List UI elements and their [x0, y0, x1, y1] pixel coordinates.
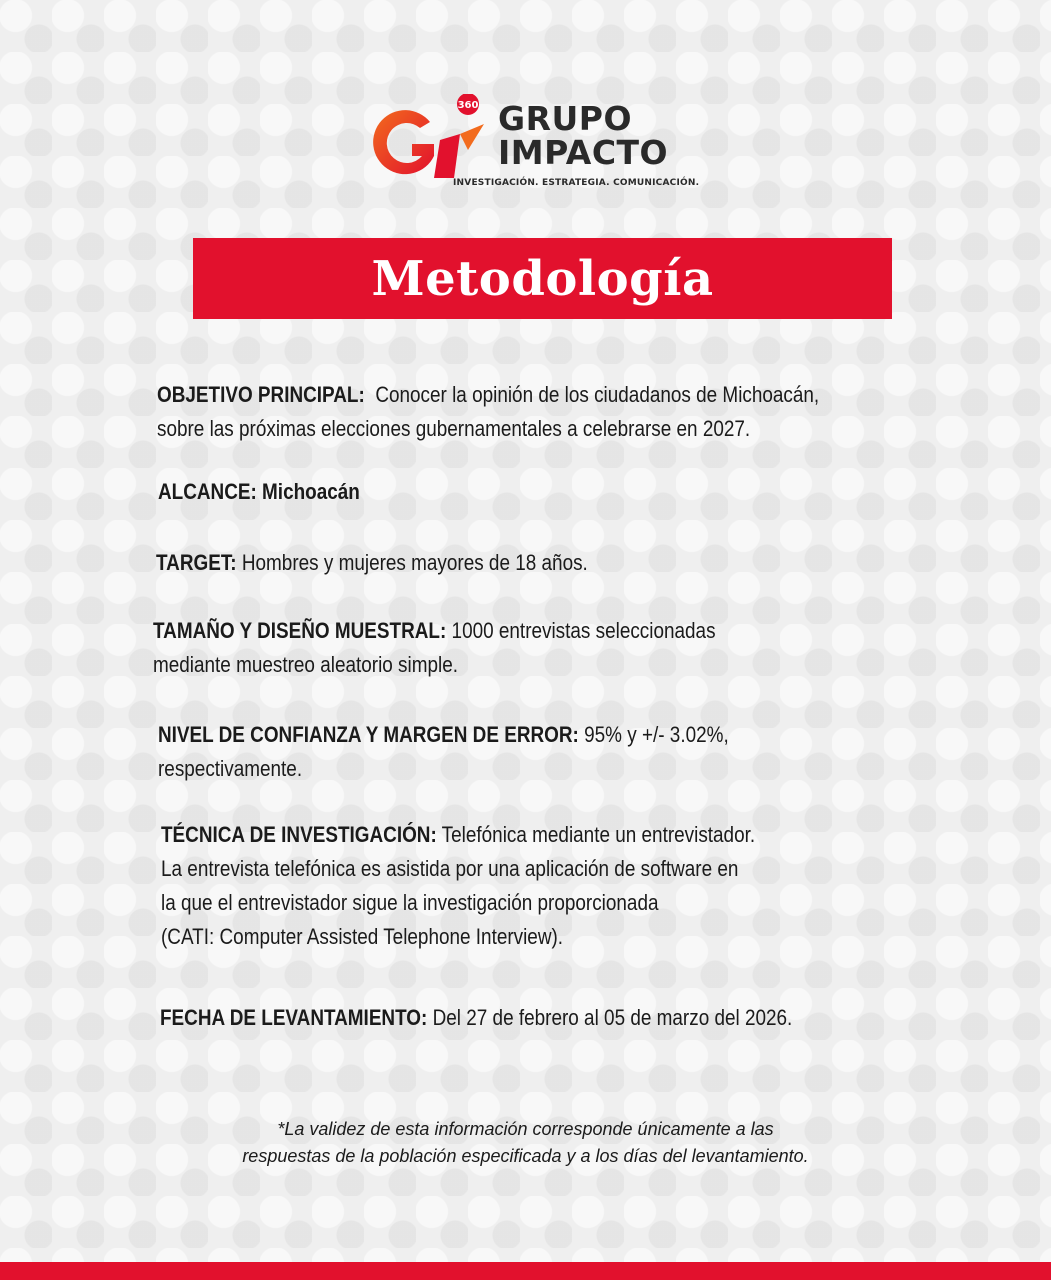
logo-badge-text: 360: [457, 100, 479, 111]
section-target: [156, 546, 588, 580]
section-objetivo: [157, 378, 819, 446]
section-nivel: [158, 718, 729, 786]
disclaimer-line2: respuestas de la población especificada y a los días del levantamiento.: [242, 1146, 809, 1166]
fecha-label: FECHA DE LEVANTAMIENTO:: [160, 1005, 428, 1030]
target-line1: Hombres y mujeres mayores de 18 años.: [241, 550, 588, 575]
bottom-accent-bar: [0, 1262, 1051, 1280]
disclaimer: [0, 1116, 1051, 1170]
tamano-line1: 1000 entrevistas seleccionadas: [451, 618, 716, 643]
disclaimer-line1: *La validez de esta información corresponde únicamente a las: [277, 1119, 774, 1139]
tecnica-label: TÉCNICA DE INVESTIGACIÓN:: [161, 822, 437, 847]
section-fecha: [160, 1001, 792, 1035]
section-alcance: [158, 475, 360, 509]
objetivo-line1: Conocer la opinión de los ciudadanos de Michoacán,: [375, 382, 820, 407]
target-label: TARGET:: [156, 550, 237, 575]
tecnica-line2: La entrevista telefónica es asistida por una aplicación de software en: [161, 856, 739, 881]
section-tecnica: [161, 818, 755, 954]
tecnica-line1: Telefónica mediante un entrevistador.: [441, 822, 756, 847]
objetivo-line2: sobre las próximas elecciones gubernamentales a celebrarse en 2027.: [157, 416, 751, 441]
nivel-label: NIVEL DE CONFIANZA Y MARGEN DE ERROR:: [158, 722, 579, 747]
brand-name-line2: IMPACTO: [498, 133, 669, 172]
objetivo-label: OBJETIVO PRINCIPAL:: [157, 382, 365, 407]
nivel-line2: respectivamente.: [158, 756, 303, 781]
tamano-label: TAMAÑO Y DISEÑO MUESTRAL:: [153, 618, 447, 643]
tecnica-line3: la que el entrevistador sigue la investigación proporcionada: [161, 890, 659, 915]
brand-name: [498, 99, 669, 172]
section-tamano: [153, 614, 716, 682]
brand-tagline: INVESTIGACIÓN. ESTRATEGIA. COMUNICACIÓN.: [453, 178, 700, 188]
nivel-line1: 95% y +/- 3.02%,: [584, 722, 729, 747]
alcance-label: ALCANCE: Michoacán: [158, 479, 360, 504]
brand-name-line1: GRUPO: [498, 99, 633, 138]
tecnica-line4: (CATI: Computer Assisted Telephone Interview).: [161, 924, 564, 949]
title-banner: [193, 238, 892, 319]
fecha-line1: Del 27 de febrero al 05 de marzo del 2026.: [432, 1005, 793, 1030]
page-title: Metodología: [371, 250, 714, 307]
gi-logo-mark-icon: [368, 94, 493, 189]
tamano-line2: mediante muestreo aleatorio simple.: [153, 652, 458, 677]
grupo-impacto-logo: [368, 94, 698, 194]
